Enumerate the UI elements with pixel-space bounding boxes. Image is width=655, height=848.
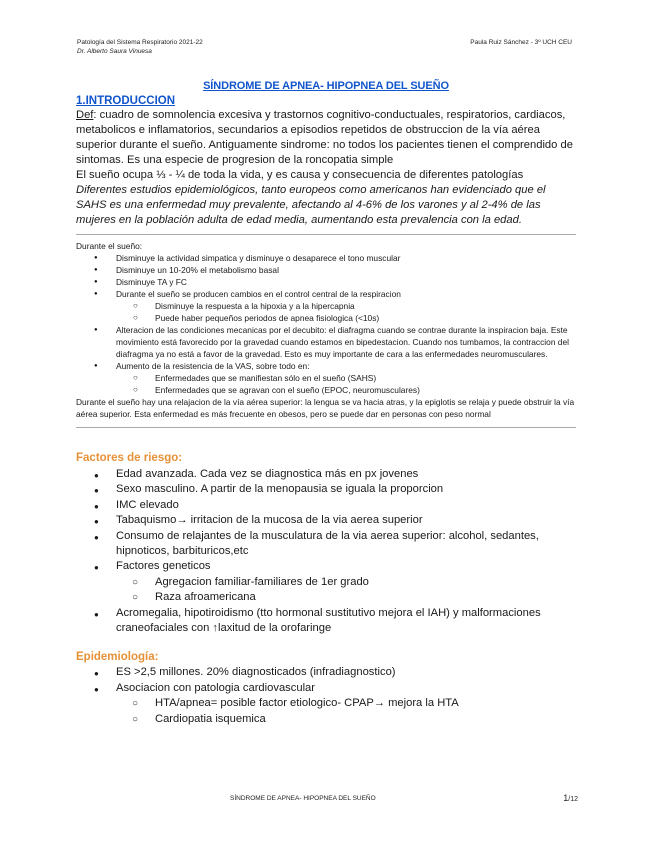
list-item-text: Consumo de relajantes de la musculatura de la via aerea superior: alcohol, sedantes, hipnoticos, barbituricos,etc — [116, 529, 539, 558]
epidemiology-list — [76, 665, 576, 727]
page-header-left — [77, 38, 203, 56]
list-item — [76, 324, 576, 360]
footer-title: SÍNDROME DE APNEA- HIPOPNEA DEL SUEÑO — [230, 795, 376, 802]
def-label: Def — [76, 109, 94, 121]
list-item-text: Tabaquismo→ irritacion de la mucosa de la via aerea superior — [116, 514, 423, 527]
def-text: : cuadro de somnolencia excesiva y trastornos cognitivo-conductuales, respiratorios, cardiacos, metabolicos e inflamatorios, secundarios a episodios repetidos de obstruccion de la vía aérea superior durante el sueño. Antiguamente sindrome: no todos los pacientes tienen el comprendido de sintomas. Es una especie de progresion de la roncopatia simple — [76, 109, 573, 166]
sub-list — [116, 575, 576, 606]
divider — [76, 234, 576, 235]
sub-list-item: ○ Raza afroamericana — [76, 590, 576, 605]
list-item-text: Disminuye TA y FC — [116, 277, 187, 287]
risk-factors-list — [76, 467, 576, 636]
list-item — [76, 482, 576, 497]
list-item — [76, 513, 576, 528]
list-item-text: Disminuye un 10-20% el metabolismo basal — [116, 265, 279, 275]
page-title: SÍNDROME DE APNEA- HIPOPNEA DEL SUEÑO — [203, 80, 449, 92]
sub-list — [116, 372, 576, 396]
page-current: 1 — [563, 793, 569, 803]
list-item-text: Edad avanzada. Cada vez se diagnostica más en px jovenes — [116, 468, 419, 480]
page-number — [563, 793, 578, 803]
document-body — [76, 80, 576, 727]
professor-name: Dr. Alberto Saura Vinuesa — [77, 48, 152, 55]
sub-list-item: ○ Puede haber pequeños periodos de apnea fisiologica (<10s) — [76, 312, 576, 324]
list-item-text: Alteracion de las condiciones mecanicas por el decubito: el diafragma cuando se contrae durante la inspiracion baja. Este movimiento está favorecido por la gravedad cuando estamos en bipedestacion. Cuando nos tumbamos, la contraccion del diafragma ya no está a favor de la gravedad. Esto es muy importante de cara a las enfermedades neuromusculares. — [116, 325, 569, 359]
sub-list-item: ○ Agregacion familiar-familiares de 1er grado — [76, 575, 576, 590]
list-item — [76, 360, 576, 396]
risk-factors-heading: Factores de riesgo: — [76, 452, 183, 464]
sub-list-item: ○ Cardiopatia isquemica — [76, 712, 576, 727]
definition-paragraph — [76, 108, 576, 168]
epidemiology-quote: Diferentes estudios epidemiológicos, tanto europeos como americanos han evidenciado que el SAHS es una enfermedad muy prevalente, afectando al 4-6% de los varones y al 2-4% de las mujeres en la población adulta de edad media, aumentando esta prevalencia con la edad. — [76, 184, 546, 226]
during-sleep-intro: Durante el sueño: — [76, 241, 143, 251]
list-item-text: Sexo masculino. A partir de la menopausia se iguala la proporcion — [116, 483, 444, 496]
during-sleep-closing: Durante el sueño hay una relajacion de la vía aérea superior: la lengua se va hacia atras, y la epiglotis se relaja y puede obstruir la vía aérea superior. Esta enfermedad es más frecuente en obesos, pero se puede dar en personas con peso normal — [76, 397, 575, 419]
sub-list-item: ○ Disminuye la respuesta a la hipoxia y a la hipercapnia — [76, 300, 576, 312]
list-item — [76, 681, 576, 727]
list-item — [76, 467, 576, 482]
risk-factors-section — [76, 451, 576, 636]
list-item — [76, 606, 576, 637]
section-heading-intro: 1.INTRODUCCION — [76, 95, 176, 107]
list-item-text: IMC elevado — [116, 498, 179, 511]
list-item — [76, 498, 576, 513]
list-item — [76, 665, 576, 680]
sub-list — [116, 300, 576, 324]
list-item — [76, 276, 576, 288]
sub-list-item: ○ Enfermedades que se manifiestan sólo en el sueño (SAHS) — [76, 372, 576, 384]
list-item — [76, 288, 576, 324]
during-sleep-list — [76, 252, 576, 396]
list-item-text: ES >2,5 millones. 20% diagnosticados (infradiagnostico) — [116, 666, 396, 679]
sub-list-item: ○ Enfermedades que se agravan con el sueño (EPOC, neuromusculares) — [76, 384, 576, 396]
sub-list — [116, 696, 576, 727]
epidemiology-section — [76, 650, 576, 727]
course-name: Patología del Sistema Respiratorio 2021-22 — [77, 39, 203, 46]
list-item-text: Durante el sueño se producen cambios en el control central de la respiracion — [116, 289, 401, 299]
list-item-text: Disminuye la actividad simpatica y disminuye o desaparece el tono muscular — [116, 253, 401, 263]
list-item-text: Aumento de la resistencia de la VAS, sobre todo en: — [116, 361, 310, 371]
divider — [76, 427, 576, 428]
list-item — [76, 559, 576, 605]
author-name: Paula Ruiz Sánchez - 3º UCH CEU — [470, 39, 572, 46]
sub-list-item: ○ HTA/apnea= posible factor etiologico- CPAP→ mejora la HTA — [76, 696, 576, 711]
list-item — [76, 264, 576, 276]
list-item — [76, 252, 576, 264]
list-item — [76, 529, 576, 560]
list-item-text: Factores geneticos — [116, 560, 211, 573]
list-item-text: Acromegalia, hipotiroidismo (tto hormonal sustitutivo mejora el IAH) y malformaciones craneofaciales con ↑laxitud de la orofaringe — [116, 606, 541, 635]
epidemiology-heading: Epidemiología: — [76, 651, 159, 664]
page-total: /12 — [568, 796, 578, 803]
sleep-line: El sueño ocupa ⅓ - ¼ de toda la vida, y es causa y consecuencia de diferentes patologías — [76, 169, 524, 181]
list-item-text: Asociacion con patologia cardiovascular — [116, 681, 316, 694]
during-sleep-section — [76, 240, 576, 420]
